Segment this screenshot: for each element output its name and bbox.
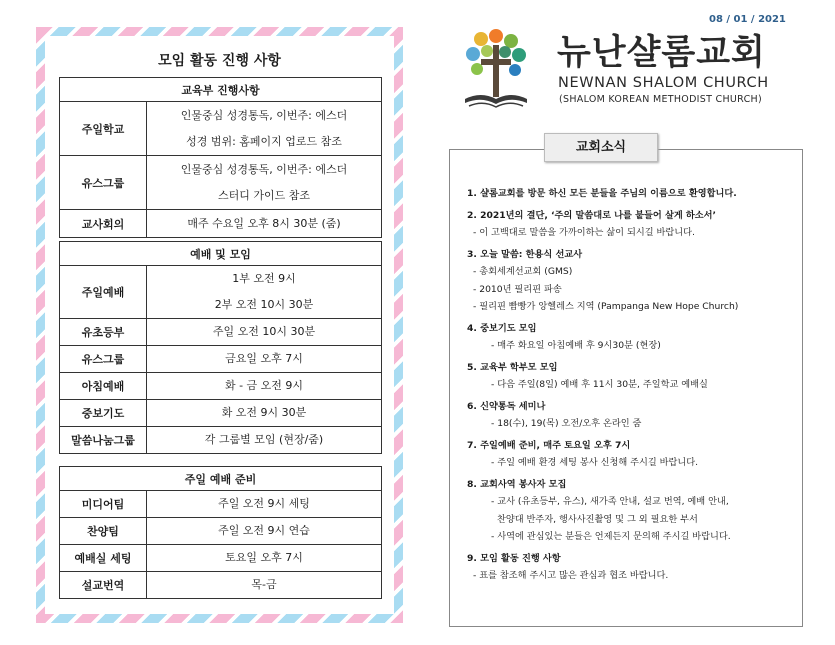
table-row-value [147, 266, 382, 319]
value-line: 2부 오전 10시 30분 [214, 298, 314, 311]
education-header: 교육부 진행사항 [60, 78, 382, 102]
table-row-label: 미디어팀 [60, 491, 147, 518]
worship-table [59, 241, 382, 454]
news-item-heading: 2. 2021년의 결단, ‘주의 말씀대로 나를 붙들어 살게 하소서’ [467, 209, 717, 221]
activity-panel-frame [36, 27, 403, 623]
news-item-line: - 18(수), 19(목) 오전/오후 온라인 줌 [491, 418, 642, 429]
news-list [467, 185, 797, 585]
table-row-label: 주일예배 [60, 266, 147, 319]
church-tree-logo-icon [461, 27, 531, 112]
news-item-line: - 2010년 필리핀 파송 [473, 283, 562, 295]
table-row-label: 주일학교 [60, 102, 147, 156]
bulletin-date: 08 / 01 / 2021 [709, 14, 786, 25]
news-item-heading: 7. 주일예배 준비, 매주 토요일 오후 7시 [467, 439, 631, 451]
news-item-heading: 4. 중보기도 모임 [467, 322, 537, 334]
news-item-line: - 표를 참조해 주시고 많은 관심과 협조 바랍니다. [473, 570, 669, 581]
table-row-label: 유스그룹 [60, 346, 147, 373]
table-row-value: 주일 오전 9시 세팅 [147, 491, 382, 518]
table-row-label: 찬양팀 [60, 518, 147, 545]
table-row-value: 매주 수요일 오후 8시 30분 (줌) [147, 210, 382, 238]
news-item-heading: 1. 샬롬교회를 방문 하신 모든 분들을 주님의 이름으로 환영합니다. [467, 188, 737, 199]
news-item-line: - 다음 주일(8일) 예배 후 11시 30분, 주일학교 예배실 [491, 379, 708, 390]
value-line: 성경 범위: 홈페이지 업로드 참조 [186, 134, 342, 148]
table-row-label: 중보기도 [60, 400, 147, 427]
news-item-heading: 8. 교회사역 봉사자 모집 [467, 478, 567, 490]
church-name-korean: 뉴난샬롬교회 [557, 33, 766, 73]
activity-title: 모임 활동 진행 사항 [158, 53, 281, 69]
activity-panel [45, 36, 394, 614]
table-row-label: 교사회의 [60, 210, 147, 238]
church-subtitle: (SHALOM KOREAN METHODIST CHURCH) [559, 94, 762, 105]
news-item-line: - 교사 (유초등부, 유스), 새가족 안내, 설교 번역, 예배 안내, [491, 496, 729, 507]
table-row-value: 금요일 오후 7시 [147, 346, 382, 373]
table-row-label: 아침예배 [60, 373, 147, 400]
table-row-value: 화 오전 9시 30분 [147, 400, 382, 427]
table-row-value: 화 - 금 오전 9시 [147, 373, 382, 400]
news-title: 교회소식 [544, 133, 658, 162]
news-item-heading: 5. 교육부 학부모 모임 [467, 361, 558, 373]
news-item-line: - 매주 화요일 아침예배 후 9시30분 (현장) [491, 340, 661, 351]
news-item-line: - 주일 예배 환경 세팅 봉사 신청해 주시길 바랍니다. [491, 457, 699, 468]
table-row-value [147, 102, 382, 156]
table-row-value: 주일 오전 10시 30분 [147, 319, 382, 346]
worship-header: 예배 및 모임 [60, 242, 382, 266]
table-row-label: 유스그룹 [60, 156, 147, 210]
table-row-value: 주일 오전 9시 연습 [147, 518, 382, 545]
table-row-label: 설교번역 [60, 572, 147, 599]
table-row-value: 목-금 [147, 572, 382, 599]
news-item-heading: 9. 모임 활동 진행 사항 [467, 552, 561, 564]
table-row-label: 유초등부 [60, 319, 147, 346]
table-row-value: 토요일 오후 7시 [147, 545, 382, 572]
table-row-value: 각 그룹별 모임 (현장/줌) [147, 427, 382, 454]
news-item-line: 찬양대 반주자, 행사사진촬영 및 그 외 필요한 부서 [497, 513, 698, 525]
prep-table [59, 466, 382, 599]
news-item-line: - 총회세계선교회 (GMS) [473, 266, 573, 277]
value-line: 1부 오전 9시 [232, 272, 296, 285]
table-row-label: 예배실 세팅 [60, 545, 147, 572]
news-item-line: - 사역에 관심있는 분들은 언제든지 문의해 주시길 바랍니다. [491, 531, 731, 542]
news-item-heading: 3. 오늘 말씀: 한용식 선교사 [467, 248, 583, 260]
table-row-value [147, 156, 382, 210]
news-item-line: - 이 고백대로 말씀을 가까이하는 삶이 되시길 바랍니다. [473, 227, 695, 238]
value-line: 인물중심 성경통독, 이번주: 에스더 [180, 162, 348, 176]
education-table [59, 77, 382, 238]
value-line: 인물중심 성경통독, 이번주: 에스더 [180, 108, 348, 122]
church-name-english: NEWNAN SHALOM CHURCH [558, 75, 769, 91]
table-row-label: 말씀나눔그룹 [60, 427, 147, 454]
news-item-heading: 6. 신약통독 세미나 [467, 400, 546, 412]
news-item-line: - 필리핀 빰빵가 앙헬레스 지역 (Pampanga New Hope Church) [473, 301, 739, 312]
prep-header: 주일 예배 준비 [60, 467, 382, 491]
value-line: 스터디 가이드 참조 [217, 188, 310, 202]
